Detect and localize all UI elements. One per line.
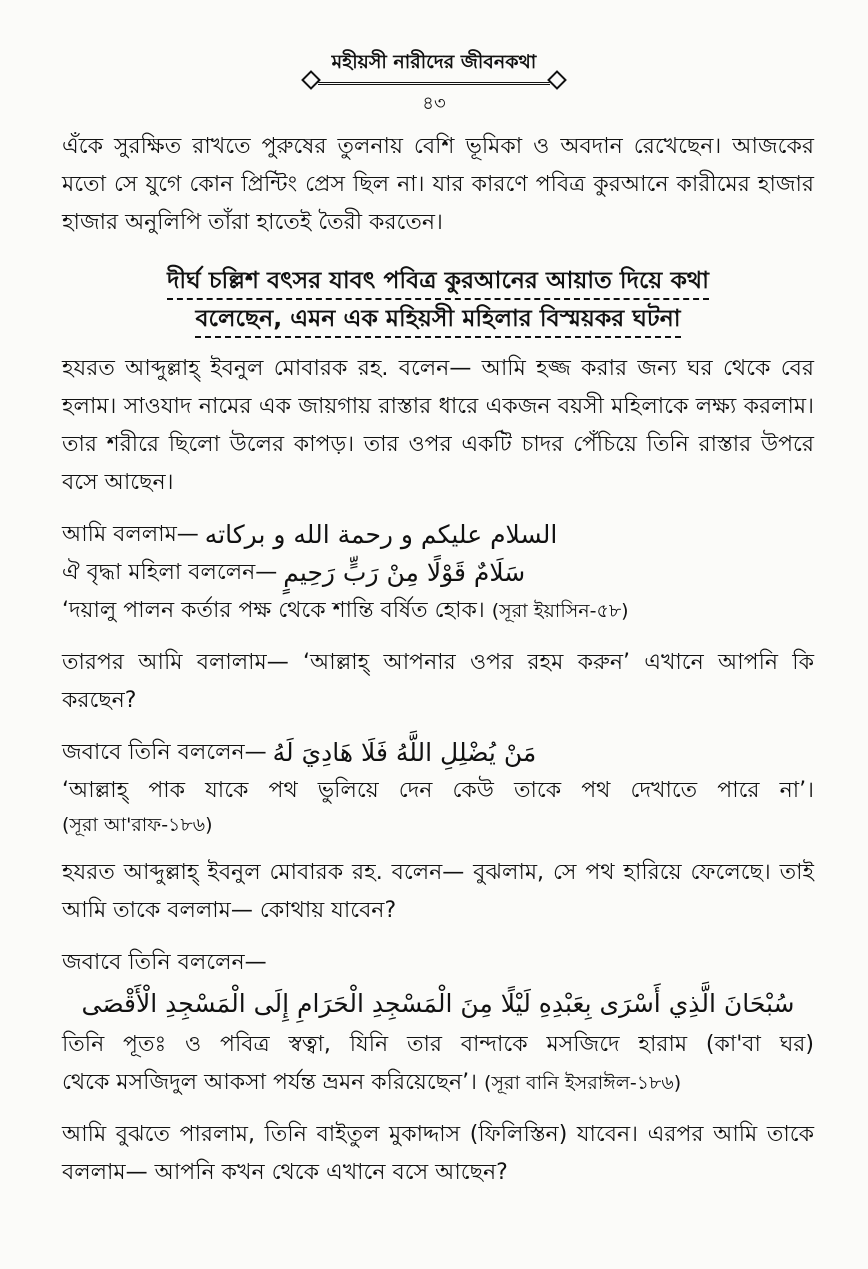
section-heading <box>62 262 814 338</box>
paragraph-final: আমি বুঝতে পারলাম, তিনি বাইতুল মুকাদ্দাস (ফিলিস্তিন) যাবেন। এরপর আমি তাকে বললাম— আপনি কখন থেকে এখানে বসে আছেন? <box>62 1122 814 1185</box>
arabic-verse-isra: سُبْحَانَ الَّذِي أَسْرَى بِعَبْدِهِ لَيْلًا مِنَ الْمَسْجِدِ الْحَرَامِ إِلَى الْمَسْجِدِ الْأَقْصَى <box>81 989 795 1018</box>
arabic-text: السلام عليكم و رحمة الله و بركاته <box>204 520 558 549</box>
section-heading-line-1: দীর্ঘ চল্লিশ বৎসর যাবৎ পবিত্র কুরআনের আয়াত দিয়ে কথা <box>167 262 709 300</box>
paragraph-intro: এঁকে সুরক্ষিত রাখতে পুরুষের তুলনায় বেশি ভূমিকা ও অবদান রেখেছেন। আজকের মতো সে যুগে কোন প্রিন্টিং প্রেস ছিল না। যার কারণে পবিত্র কুরআনে কারীমের হাজার হাজার অনুলিপি তাঁরা হাতেই তৈরী করতেন। <box>62 134 814 235</box>
dialogue-reply <box>62 554 814 592</box>
dialogue-label: ঐ বৃদ্ধা মহিলা বললেন— <box>62 560 278 585</box>
verse-translation-line-1: তিনি পূতঃ ও পবিত্র স্বত্বা, যিনি তার বান্দাকে মসজিদে হারাম (কা'বা ঘর) <box>62 1032 814 1057</box>
verse-reference: (সূরা বানি ইসরাঈল-১৮৬) <box>484 1072 682 1094</box>
verse-translation-line-2: থেকে মসজিদুল আকসা পর্যন্ত ভ্রমন করিয়েছেন’। (সূরা বানি ইসরাঈল-১৮৬) <box>62 1070 682 1095</box>
dialogue-label: আমি বললাম— <box>62 522 199 547</box>
verse-reference: (সূরা আ'রাফ-১৮৬) <box>62 814 213 836</box>
section-heading-line-2: বলেছেন, এমন এক মহিয়সী মহিলার বিস্ময়কর ঘটনা <box>195 300 680 338</box>
dialogue-label: জবাবে তিনি বললেন— <box>62 950 267 975</box>
paragraph-question: তারপর আমি বলালাম— ‘আল্লাহ্ আপনার ওপর রহম করুন’ এখানে আপনি কি করছেন? <box>62 650 814 713</box>
book-title: মহীয়সী নারীদের জীবনকথা <box>318 48 551 85</box>
verse-translation: ‘আল্লাহ্ পাক যাকে পথ ভুলিয়ে দেন কেউ তাকে পথ দেখাতে পারে না’। <box>62 778 814 803</box>
page-number: ৪৩ <box>422 93 446 114</box>
page-body <box>62 128 814 1192</box>
paragraph-story-start: হযরত আব্দুল্লাহ্ ইবনুল মোবারক রহ. বলেন— আমি হজ্জ করার জন্য ঘর থেকে বের হলাম। সাওযাদ নামের এক জায়গায় রাস্তার ধারে একজন বয়সী মহিলাকে লক্ষ্য করলাম। তার শরীরে ছিলো উলের কাপড়। তার ওপর একটি চাদর পেঁচিয়ে তিনি রাস্তার উপরে বসে আছেন। <box>62 356 814 495</box>
verse-translation: ‘দয়ালু পালন কর্তার পক্ষ থেকে শান্তি বর্ষিত হোক। (সূরা ইয়াসিন-৫৮) <box>62 598 629 623</box>
paragraph-understanding: হযরত আব্দুল্লাহ্ ইবনুল মোবারক রহ. বলেন— বুঝলাম, সে পথ হারিয়ে ফেলেছে। তাই আমি তাকে বললাম— কোথায় যাবেন? <box>62 860 814 923</box>
arabic-verse: مَنْ يُضْلِلِ اللَّهُ فَلَا هَادِيَ لَهُ <box>272 738 537 767</box>
dialogue-greeting <box>62 516 814 554</box>
dialogue-label: জবাবে তিনি বললেন— <box>62 740 267 765</box>
page-header <box>0 48 868 120</box>
arabic-verse: سَلَامٌ قَوْلًا مِنْ رَبٍّ رَحِيمٍ <box>283 558 526 587</box>
verse-reference: (সূরা ইয়াসিন-৫৮) <box>491 600 629 622</box>
dialogue-answer-1 <box>62 734 814 772</box>
